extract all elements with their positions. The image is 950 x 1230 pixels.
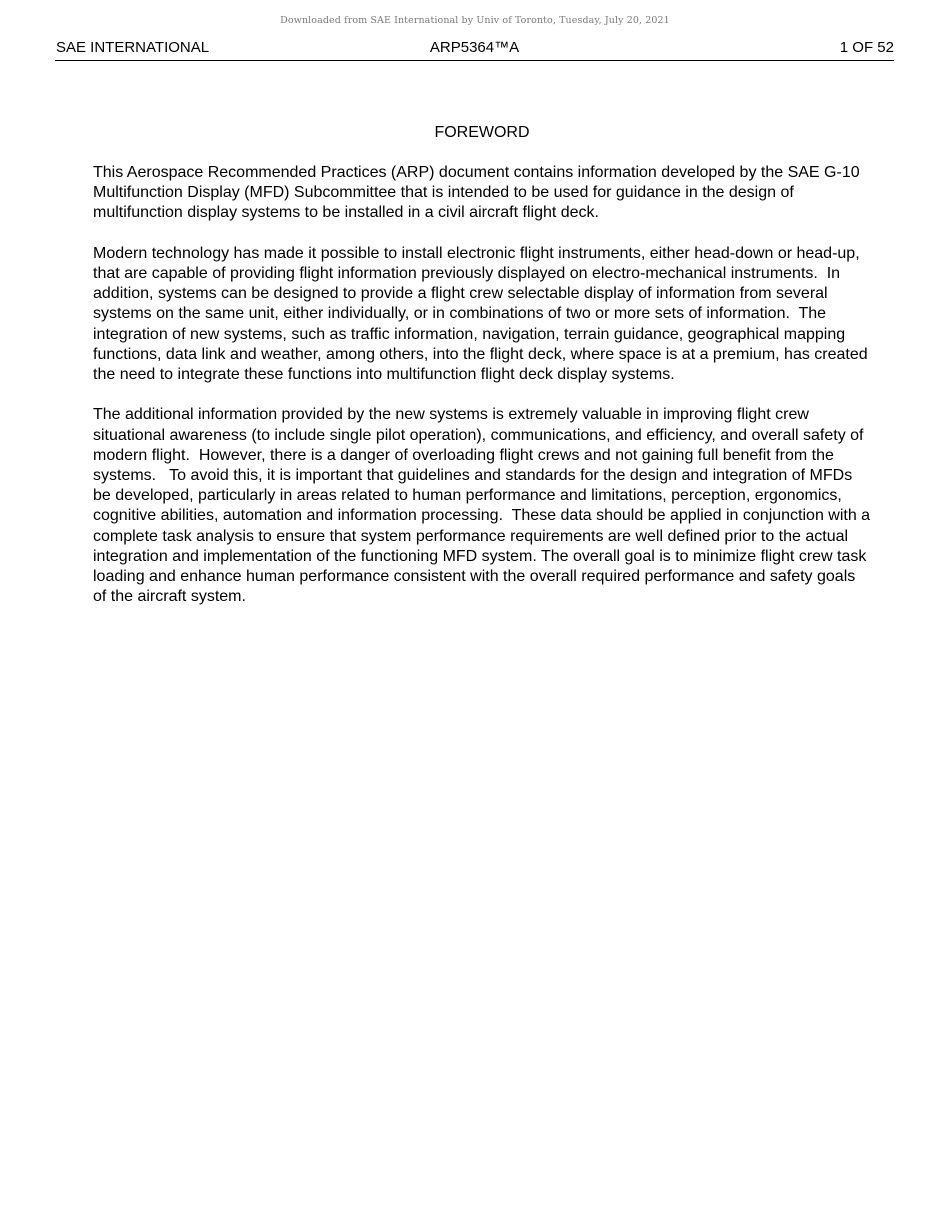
header-organization: SAE INTERNATIONAL	[56, 39, 210, 56]
download-watermark: Downloaded from SAE International by Univ of Toronto, Tuesday, July 20, 2021	[280, 15, 670, 26]
page-header	[55, 38, 894, 61]
paragraph: This Aerospace Recommended Practices (ARP) document contains information developed by the SAE G-10 Multifunction Display (MFD) Subcommittee that is intended to be used for guidance in the design of multifunction display systems to be installed in a civil aircraft flight deck.	[93, 164, 865, 222]
header-document-number: ARP5364™A	[429, 39, 520, 56]
page-title: FOREWORD	[434, 124, 530, 141]
paragraph: Modern technology has made it possible to install electronic flight instruments, either head-down or head-up, that are capable of providing flight information previously displayed on electro-mechanical instruments. In addition, systems can be designed to provide a flight crew selectable display of information from several systems on the same unit, either individually, or in combinations of two or more sets of information. The integration of new systems, such as traffic information, navigation, terrain guidance, geographical mapping functions, data link and weather, among others, into the flight deck, where space is at a premium, has created the need to integrate these functions into multifunction flight deck display systems.	[93, 244, 873, 384]
paragraph: The additional information provided by the new systems is extremely valuable in improving flight crew situational awareness (to include single pilot operation), communications, and efficiency, and overall safety of modern flight. However, there is a danger of overloading flight crews and not gaining full benefit from the systems. To avoid this, it is important that guidelines and standards for the design and integration of MFDs be developed, particularly in areas related to human performance and limitations, perception, ergonomics, cognitive abilities, automation and information processing. These data should be applied in conjunction with a complete task analysis to ensure that system performance requirements are well defined prior to the actual integration and implementation of the functioning MFD system. The overall goal is to minimize flight crew task loading and enhance human performance consistent with the overall required performance and safety goals of the aircraft system.	[93, 406, 875, 606]
header-page-number: 1 OF 52	[839, 39, 894, 56]
foreword-body	[93, 163, 875, 628]
